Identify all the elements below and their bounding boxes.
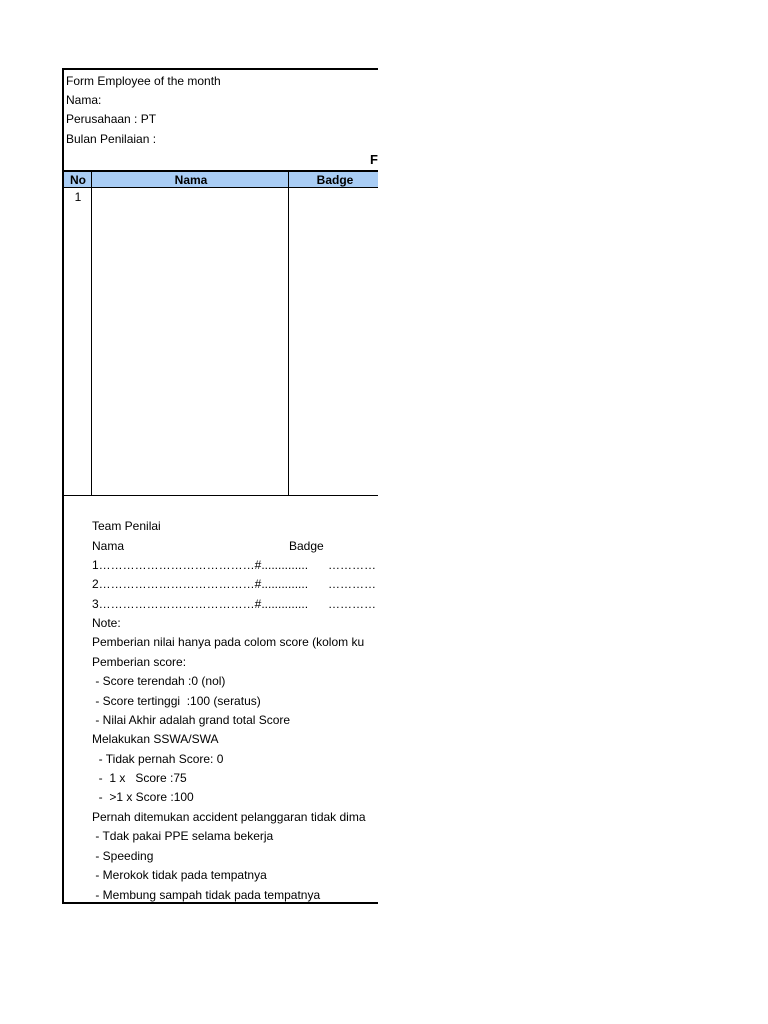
header-nama: Nama — [174, 173, 208, 187]
note-line: Pernah ditemukan accident pelanggaran tidak dima — [92, 810, 366, 824]
note-line: Pemberian nilai hanya pada colom score (kolom ku — [92, 635, 365, 649]
form-title: Form Employee of the month — [66, 74, 221, 88]
note-line: - Tidak pernah Score: 0 — [92, 752, 224, 766]
team-entry-badge: ………… — [328, 597, 376, 611]
truncated-heading: F — [370, 152, 378, 167]
team-entry-badge: ………… — [328, 577, 376, 591]
bulan-label: Bulan Penilaian : — [66, 132, 157, 146]
team-entry-nama: 1…………………………………#.............. — [92, 558, 309, 572]
note-line: - Tdak pakai PPE selama bekerja — [92, 829, 274, 843]
note-line: Note: — [92, 616, 121, 630]
table-bottom-border — [64, 495, 378, 496]
note-line: - 1 x Score :75 — [92, 771, 187, 785]
note-line: - Score tertinggi :100 (seratus) — [92, 694, 261, 708]
spreadsheet-form — [62, 68, 378, 904]
note-line: - Membung sampah tidak pada tempatnya — [92, 888, 321, 902]
note-line: - Score terendah :0 (nol) — [92, 674, 226, 688]
team-entry-nama: 2…………………………………#.............. — [92, 577, 309, 591]
perusahaan-label: Perusahaan : PT — [66, 112, 157, 126]
team-entry-badge: ………… — [328, 558, 376, 572]
note-line: - Nilai Akhir adalah grand total Score — [92, 713, 291, 727]
note-line: - Merokok tidak pada tempatnya — [92, 868, 267, 882]
note-line: - >1 x Score :100 — [92, 790, 194, 804]
table-header — [64, 170, 378, 188]
column-divider — [91, 170, 92, 496]
row-number: 1 — [74, 190, 82, 204]
note-line: Melakukan SSWA/SWA — [92, 732, 219, 746]
team-col-nama: Nama — [92, 539, 125, 553]
team-entry-nama: 3…………………………………#.............. — [92, 597, 309, 611]
note-line: Pemberian score: — [92, 655, 187, 669]
column-divider — [288, 170, 289, 496]
header-no: No — [70, 173, 86, 187]
team-title: Team Penilai — [92, 519, 161, 533]
header-badge: Badge — [316, 173, 354, 187]
nama-label: Nama: — [66, 93, 102, 107]
team-col-badge: Badge — [289, 539, 324, 553]
note-line: - Speeding — [92, 849, 154, 863]
